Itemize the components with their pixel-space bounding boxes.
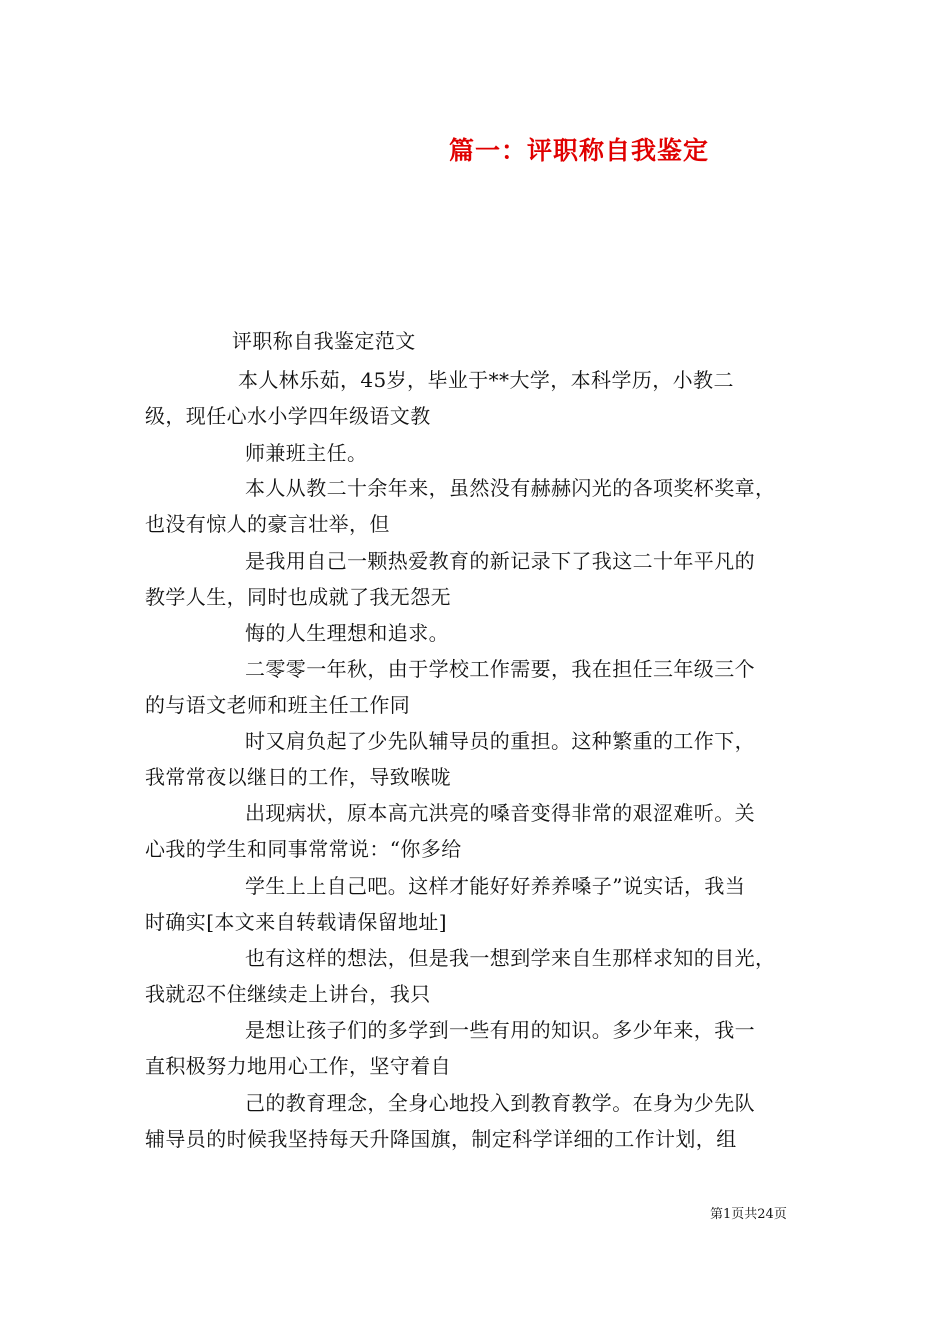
text-line: 评职称自我鉴定范文 <box>232 329 416 353</box>
text-line: 我就忍不住继续走上讲台，我只 <box>145 982 431 1006</box>
text-line: 是我用自己一颗热爱教育的新记录下了我这二十年平凡的 <box>245 549 755 573</box>
text-line: 是想让孩子们的多学到一些有用的知识。多少年来，我一 <box>245 1018 755 1042</box>
text-line: 师兼班主任。 <box>245 441 368 465</box>
page-footer: 第1页共24页 <box>710 1207 787 1222</box>
page-title: 篇一：评职称自我鉴定 <box>449 136 710 165</box>
text-line: 我常常夜以继日的工作，导致喉咙 <box>145 765 451 789</box>
text-line: 本人从教二十余年来，虽然没有赫赫闪光的各项奖杯奖章， <box>245 476 776 500</box>
text-line: 辅导员的时候我坚持每天升降国旗，制定科学详细的工作计划，组 <box>145 1127 737 1151</box>
text-line: 二零零一年秋，由于学校工作需要，我在担任三年级三个 <box>245 657 755 681</box>
text-line: 教学人生，同时也成就了我无怨无 <box>145 585 451 609</box>
text-line: 心我的学生和同事常常说：“你多给 <box>145 837 462 861</box>
text-line: 的与语文老师和班主任工作同 <box>145 693 411 717</box>
text-line: 己的教育理念，全身心地投入到教育教学。在身为少先队 <box>245 1091 755 1115</box>
text-line: 本人林乐茹，45岁，毕业于**大学，本科学历，小教二 <box>238 368 734 392</box>
text-line: 学生上上自己吧。这样才能好好养养嗓子”说实话，我当 <box>245 874 746 898</box>
text-line: 时确实[本文来自转载请保留地址] <box>145 910 448 934</box>
text-line: 直积极努力地用心工作，坚守着自 <box>145 1054 451 1078</box>
text-line: 也有这样的想法，但是我一想到学来自生那样求知的目光， <box>245 946 776 970</box>
text-line: 级，现任心水小学四年级语文教 <box>145 404 431 428</box>
text-line: 悔的人生理想和追求。 <box>245 621 449 645</box>
text-line: 时又肩负起了少先队辅导员的重担。这种繁重的工作下， <box>245 729 755 753</box>
text-line: 也没有惊人的豪言壮举，但 <box>145 512 390 536</box>
text-line: 出现病状，原本高亢洪亮的嗓音变得非常的艰涩难听。关 <box>245 801 755 825</box>
